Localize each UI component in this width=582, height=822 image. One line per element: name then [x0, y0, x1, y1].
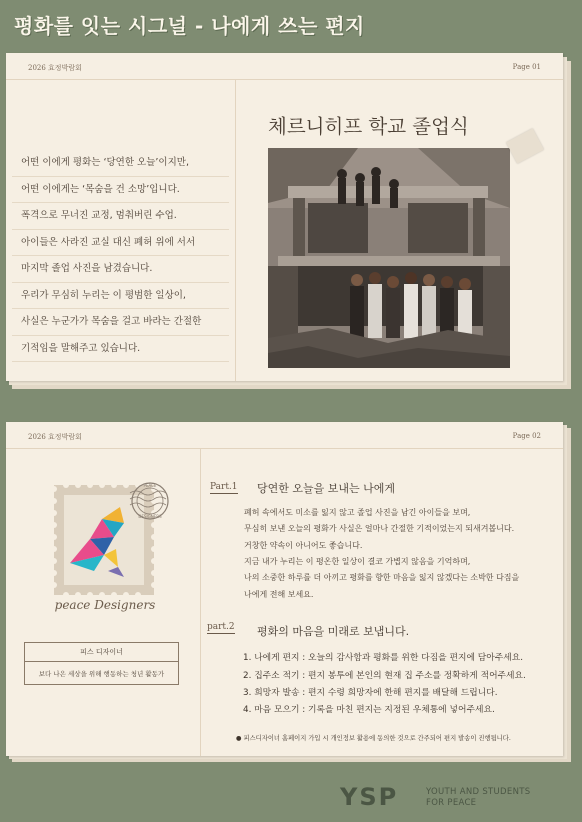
photo-heading: 체르니히프 학교 졸업식	[268, 115, 469, 138]
part1-line: 폐허 속에서도 미소를 잃지 않고 졸업 사진을 남긴 아이들을 보며,	[244, 508, 471, 517]
part1-line: 나의 소중한 하루를 더 아끼고 평화를 향한 마음을 잃지 않겠다는 소박한 다짐을	[244, 573, 520, 582]
svg-text:PEACE: PEACE	[143, 483, 157, 488]
part1-line: 나에게 전해 보세요.	[244, 590, 314, 599]
text-line: 기적임을 말해주고 있습니다.	[12, 336, 229, 363]
svg-text:DESIGNERS: DESIGNERS	[138, 514, 162, 519]
text-line: 아이들은 사라진 교실 대신 폐허 위에 서서	[12, 230, 229, 257]
part2-item: 2. 집주소 적기 : 편지 봉투에 본인의 현재 집 주소를 정확하게 적어주세요.	[243, 671, 526, 681]
identity-title: 피스 디자이너	[25, 643, 178, 662]
text-line: 어떤 이에게 평화는 ‘당연한 오늘’이지만,	[12, 150, 229, 177]
ysp-logo-line1: YOUTH AND STUDENTS	[426, 787, 531, 797]
intro-text	[12, 150, 229, 362]
text-line: 우리가 무심히 누리는 이 평범한 일상이,	[12, 283, 229, 310]
header-page-number: Page 01	[512, 63, 541, 71]
ysp-logo-mark: YSP	[340, 783, 399, 811]
header-page-number: Page 02	[512, 432, 541, 440]
page-divider	[200, 449, 201, 756]
header-event: 2026 효정박람회	[28, 64, 82, 72]
page-header	[6, 53, 563, 80]
text-line: 어떤 이에게는 ‘목숨을 건 소망’입니다.	[12, 177, 229, 204]
ysp-logo-line2: FOR PEACE	[426, 798, 477, 808]
part1-line: 거창한 약속이 아니어도 좋습니다.	[244, 541, 363, 550]
part2-item: 4. 마음 모으기 : 기록을 마친 편지는 지정된 우체통에 넣어주세요.	[243, 705, 495, 715]
part2-heading: 평화의 마음을 미래로 보냅니다.	[257, 625, 410, 638]
header-event: 2026 효정박람회	[28, 433, 82, 441]
part1-line: 무심히 보낸 오늘의 평화가 사실은 얼마나 간절한 기적이었는지 되새겨봅니다.	[244, 524, 515, 533]
page-title: 평화를 잇는 시그널 - 나에게 쓰는 편지	[14, 14, 365, 38]
ysp-logo	[340, 783, 570, 813]
part1-heading: 당연한 오늘을 보내는 나에게	[257, 482, 396, 495]
page-divider	[235, 80, 236, 381]
text-line: 사실은 누군가가 목숨을 걸고 바라는 간절한	[12, 309, 229, 336]
part2-item: 1. 나에게 편지 : 오늘의 감사함과 평화를 위한 다짐을 편지에 담아주세요.	[243, 653, 524, 663]
identity-box	[24, 642, 179, 685]
text-line: 폭격으로 무너진 교정, 멈춰버린 수업.	[12, 203, 229, 230]
graduation-photo	[268, 148, 510, 368]
brand-script: peace Designers	[54, 598, 156, 612]
page-header	[6, 422, 563, 449]
part1-label: Part.1	[210, 482, 238, 492]
photo-illustration	[268, 148, 510, 368]
text-line: 마지막 졸업 사진을 남겼습니다.	[12, 256, 229, 283]
part2-item: 3. 희망자 발송 : 편지 수령 희망자에 한해 편지를 배달해 드립니다.	[243, 688, 498, 698]
privacy-note: ● 피스디자이너 홈페이지 가입 시 개인정보 활용에 동의한 것으로 간주되어 편지 발송이 진행됩니다.	[236, 735, 511, 742]
part1-line: 지금 내가 누리는 이 평온한 일상이 결코 가볍지 않음을 기억하며,	[244, 557, 471, 566]
part2-label: part.2	[207, 622, 235, 632]
identity-subtitle: 보다 나은 세상을 위해 행동하는 청년 활동가	[38, 670, 165, 678]
